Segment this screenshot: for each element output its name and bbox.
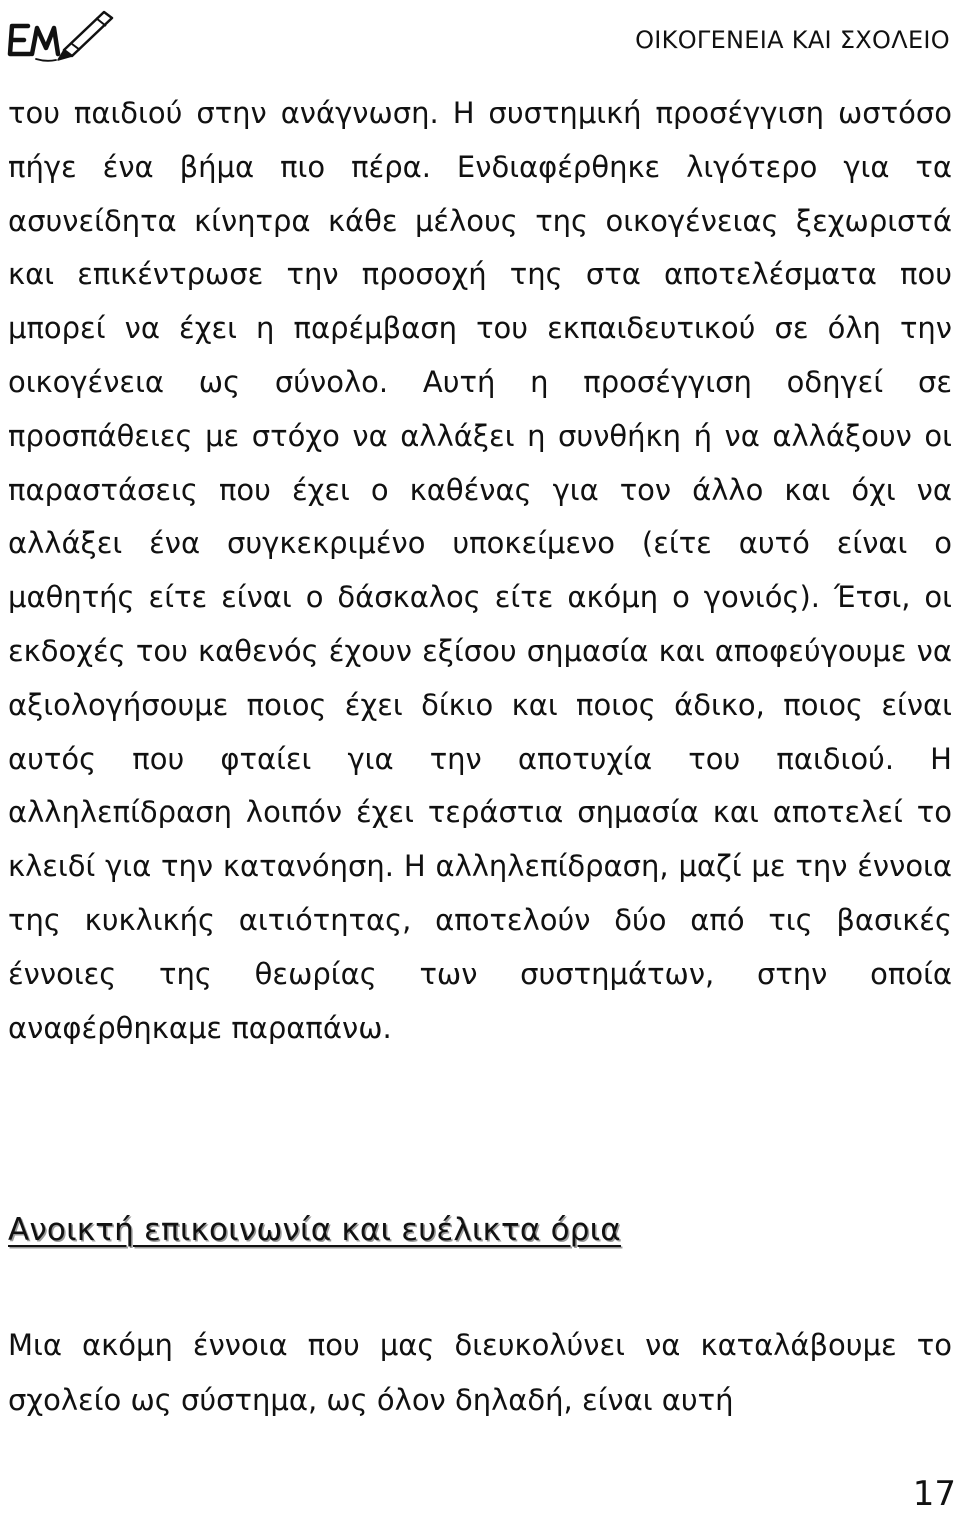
- body-paragraph: του παιδιού στην ανάγνωση. Η συστημική προσέγγιση ωστόσο πήγε ένα βήμα πιο πέρα. Ενδιαφέρθηκε λιγότερο για τα ασυνείδητα κίνητρα κάθε μέλους της οικογένειας ξεχωριστά και επικέντρωσε την προσοχή της στα αποτελέσματα που μπορεί να έχει η παρέμβαση του εκπαιδευτικού σε όλη την οικογένεια ως σύνολο. Αυτή η προσέγγιση οδηγεί σε προσπάθειες με στόχο να αλλάξει η συνθήκη ή να αλλάξουν οι παραστάσεις που έχει ο καθένας για τον άλλο και όχι να αλλάξει ένα συγκεκριμένο υποκείμενο (είτε αυτό είναι ο μαθητής είτε είναι ο δάσκαλος είτε ακόμη ο γονιός). Έτσι, οι εκδοχές του καθενός έχουν εξίσου σημασία και αποφεύγουμε να αξιολογήσουμε ποιος έχει δίκιο και ποιος άδικο, ποιος είναι αυτός που φταίει για την αποτυχία του παιδιού. Η αλληλεπίδραση λοιπόν έχει τεράστια σημασία και αποτελεί το κλειδί για την κατανόηση. Η αλληλεπίδραση, μαζί με την έννοια της κυκλικής αιτιότητας, αποτελούν δύο από τις βασικές έννοιες της θεωρίας των συστημάτων, στην οποία αναφέρθηκαμε παραπάνω.: [8, 96, 952, 1045]
- running-header-title: ΟΙΚΟΓΕΝΕΙΑ ΚΑΙ ΣΧΟΛΕΙΟ: [635, 26, 950, 54]
- page-number: 17: [912, 1474, 956, 1514]
- publisher-logo: [6, 4, 118, 64]
- section-heading: Ανοικτή επικοινωνία και ευέλικτα όρια: [8, 1212, 621, 1248]
- pen-logo-icon: [6, 4, 118, 64]
- body-paragraph: Μια ακόμη έννοια που μας διευκολύνει να καταλάβουμε το σχολείο ως σύστημα, ως όλον δηλαδή, είναι αυτή: [8, 1328, 952, 1417]
